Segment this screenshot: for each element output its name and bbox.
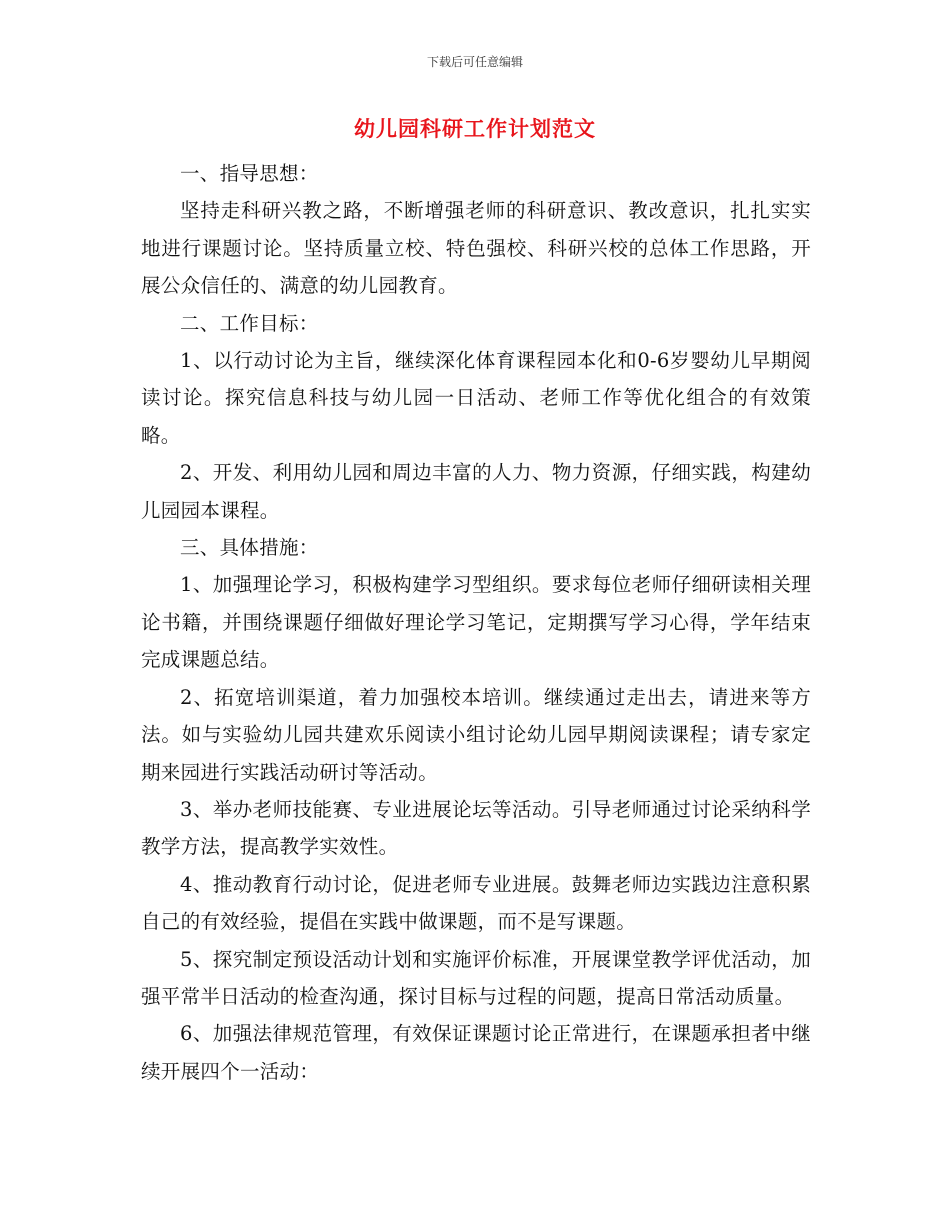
measure-item-6: 6、加强法律规范管理，有效保证课题讨论正常进行，在课题承担者中继续开展四个一活动：	[141, 1022, 811, 1083]
measure-item-3: 3、举办老师技能赛、专业进展论坛等活动。引导老师通过讨论采纳科学教学方法，提高教学实效性。	[141, 797, 811, 859]
section-heading-guiding-ideology: 一、指导思想：	[180, 162, 319, 185]
paragraph-guiding-ideology: 坚持走科研兴教之路，不断增强老师的科研意识、教改意识，扎扎实实地进行课题讨论。坚持质量立校、特色强校、科研兴校的总体工作思路，开展公众信任的、满意的幼儿园教育。	[141, 199, 811, 298]
measure-item-2: 2、拓宽培训渠道，着力加强校本培训。继续通过走出去，请进来等方法。如与实验幼儿园共建欢乐阅读小组讨论幼儿园早期阅读课程；请专家定期来园进行实践活动研讨等活动。	[141, 685, 811, 784]
document-title: 幼儿园科研工作计划范文	[354, 116, 596, 141]
goal-item-1: 1、以行动讨论为主旨，继续深化体育课程园本化和0-6岁婴幼儿早期阅读讨论。探究信息科技与幼儿园一日活动、老师工作等优化组合的有效策略。	[141, 349, 811, 447]
goal-item-2: 2、开发、利用幼儿园和周边丰富的人力、物力资源，仔细实践，构建幼儿园园本课程。	[141, 461, 811, 522]
section-heading-measures: 三、具体措施：	[180, 536, 319, 560]
page-header-note: 下载后可任意编辑	[426, 55, 523, 69]
measure-item-4: 4、推动教育行动讨论，促进老师专业进展。鼓舞老师边实践边注意积累自己的有效经验，提倡在实践中做课题，而不是写课题。	[141, 872, 811, 934]
section-heading-work-goals: 二、工作目标：	[180, 311, 319, 335]
document-body	[141, 155, 811, 1090]
measure-item-1: 1、加强理论学习，积极构建学习型组织。要求每位老师仔细研读相关理论书籍，并围绕课题仔细做好理论学习笔记，定期撰写学习心得，学年结束完成课题总结。	[141, 573, 811, 672]
measure-item-5: 5、探究制定预设活动计划和实施评价标准，开展课堂教学评优活动，加强平常半日活动的检查沟通，探讨目标与过程的问题，提高日常活动质量。	[141, 947, 811, 1008]
